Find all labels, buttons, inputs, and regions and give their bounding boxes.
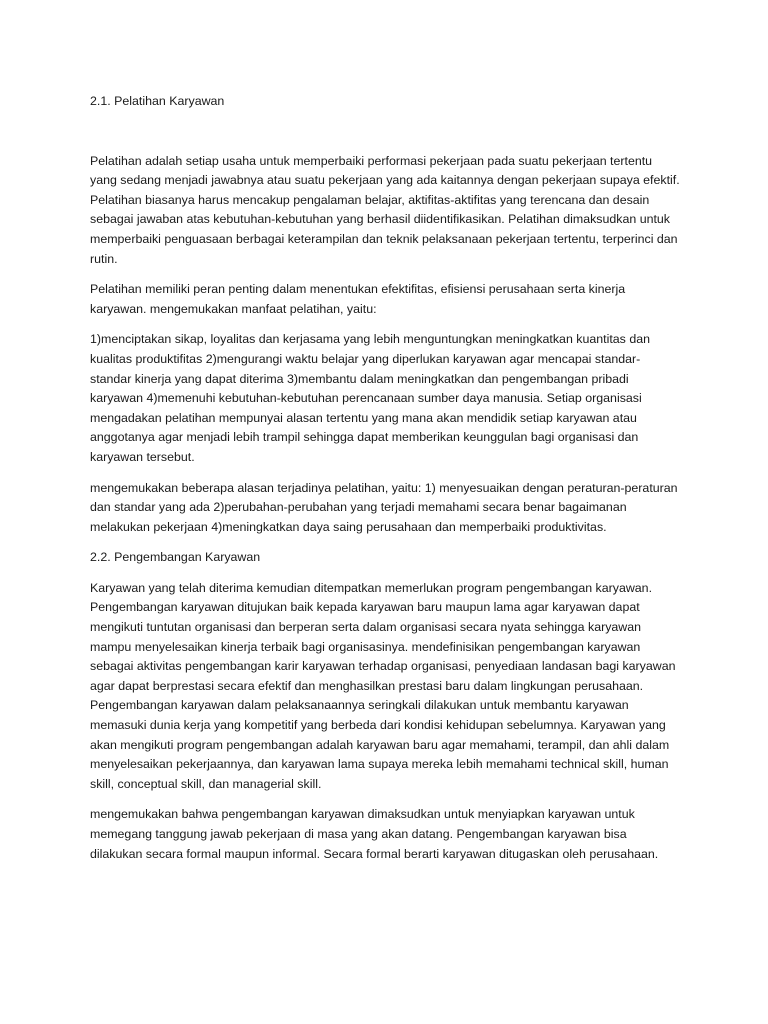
paragraph: Karyawan yang telah diterima kemudian ditempatkan memerlukan program pengembangan karyawan. Pengembangan karyawan ditujukan baik kepada karyawan baru maupun lama agar karyawan dapat mengikuti tuntutan organisasi dan berperan serta dalam organisasi secara nyata sehingga karyawan mampu menyelesaikan kinerja terbaik bagi organisasinya. mendefinisikan pengembangan karyawan sebagai aktivitas pengembangan karir karyawan terhadap organisasi, penyediaan landasan bagi karyawan agar dapat berprestasi secara efektif dan menghasilkan prestasi baru dalam lingkungan perusahaan. Pengembangan karyawan dalam pelaksanaannya seringkali dilakukan untuk membantu karyawan memasuki dunia kerja yang kompetitif yang berbeda dari kondisi kehidupan sebelumnya. Karyawan yang akan mengikuti program pengembangan adalah karyawan baru agar memahami, terampil, dan ahli dalam menyelesaikan pekerjaannya, dan karyawan lama supaya mereka lebih memahami technical skill, human skill, conceptual skill, dan managerial skill. <box>90 580 676 791</box>
paragraph: mengemukakan bahwa pengembangan karyawan dimaksudkan untuk menyiapkan karyawan untuk memegang tanggung jawab pekerjaan di masa yang akan datang. Pengembangan karyawan bisa dilakukan secara formal maupun informal. Secara formal berarti karyawan ditugaskan oleh perusahaan. <box>90 807 659 861</box>
paragraph: Pelatihan adalah setiap usaha untuk memperbaiki performasi pekerjaan pada suatu pekerjaan tertentu yang sedang menjadi jawabnya atau suatu pekerjaan yang ada kaitannya dengan pekerjaan supaya efektif. Pelatihan biasanya harus mencakup pengalaman belajar, aktifitas-aktifitas yang terencana dan desain sebagai jawaban atas kebutuhan-kebutuhan yang berhasil diidentifikasikan. Pelatihan dimaksudkan untuk memperbaiki penguasaan berbagai keterampilan dan teknik pelaksanaan pekerjaan tertentu, terperinci dan rutin. <box>90 153 680 266</box>
document-body <box>90 92 680 875</box>
paragraph: 1)menciptakan sikap, loyalitas dan kerjasama yang lebih menguntungkan meningkatkan kuantitas dan kualitas produktifitas 2)mengurangi waktu belajar yang diperlukan karyawan agar mencapai standar-standar kinerja yang dapat diterima 3)membantu dalam meningkatkan dan pengembangan pribadi karyawan 4)memenuhi kebutuhan-kebutuhan perencanaan sumber daya manusia. Setiap organisasi mengadakan pelatihan mempunyai alasan tertentu yang mana akan mendidik setiap karyawan atau anggotanya agar menjadi lebih trampil sehingga dapat memberikan keunggulan bagi organisasi dan karyawan tersebut. <box>90 332 650 464</box>
paragraph: Pelatihan memiliki peran penting dalam menentukan efektifitas, efisiensi perusahaan serta kinerja karyawan. mengemukakan manfaat pelatihan, yaitu: <box>90 282 626 316</box>
section-heading-pelatihan: 2.1. Pelatihan Karyawan <box>90 94 225 108</box>
paragraph: mengemukakan beberapa alasan terjadinya pelatihan, yaitu: 1) menyesuaikan dengan peraturan-peraturan dan standar yang ada 2)perubahan-perubahan yang terjadi memahami secara benar bagaimanan melakukan pekerjaan 4)meningkatkan daya saing perusahaan dan memperbaiki produktivitas. <box>90 480 678 534</box>
section-heading-pengembangan: 2.2. Pengembangan Karyawan <box>90 550 261 565</box>
